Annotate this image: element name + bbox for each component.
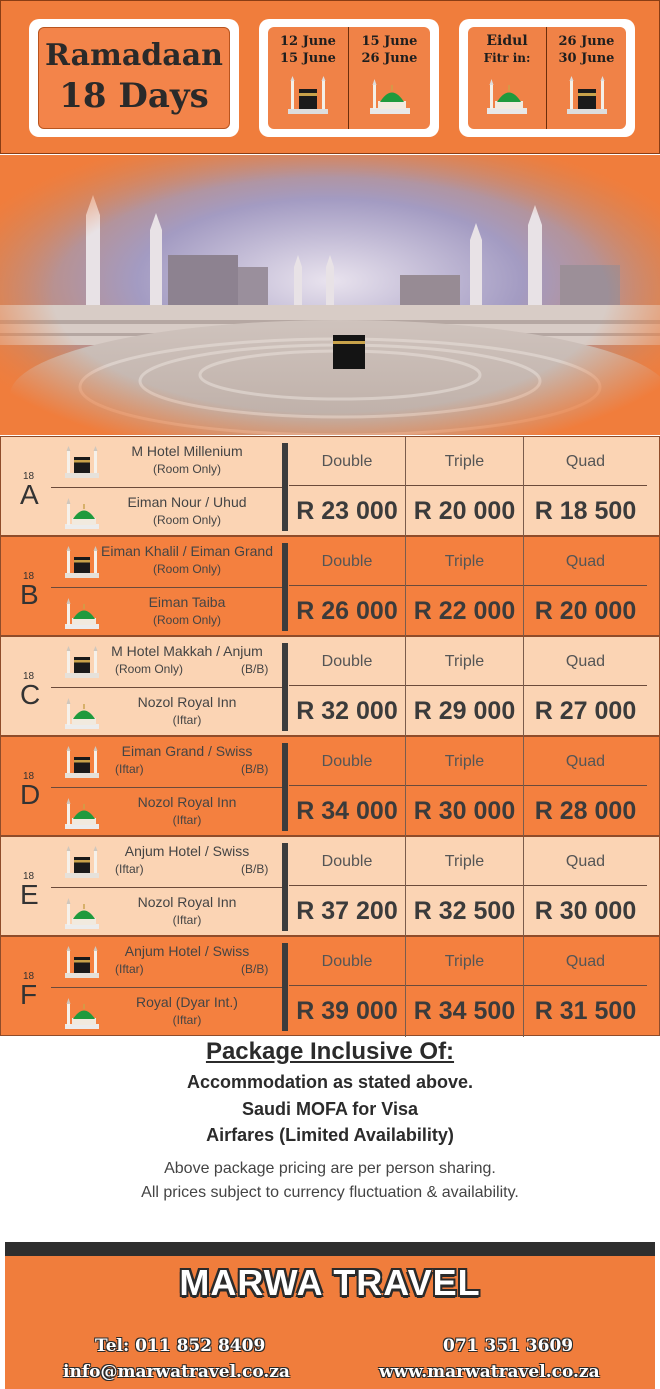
package-label: [1, 537, 51, 637]
room-type-label: Quad: [524, 637, 647, 686]
hotel-1-name: Eiman Khalil / Eiman Grand: [101, 543, 273, 559]
price-value: R 18 500: [534, 497, 637, 525]
hotel-1-meal-alt: (B/B): [241, 962, 269, 976]
price-column: [405, 937, 523, 1037]
hotel-1-name: Eiman Grand / Swiss: [121, 743, 253, 759]
price-column: [405, 537, 523, 637]
hotel-1-name: M Hotel Millenium: [131, 443, 243, 459]
price-value: R 27 000: [534, 697, 637, 725]
hotel-1-name: Anjum Hotel / Swiss: [124, 843, 250, 859]
hotel-1-meal-alt: (B/B): [241, 762, 269, 776]
hotel-1-meal-alt: (B/B): [241, 662, 269, 676]
hotel-2-meal: (Room Only): [152, 513, 221, 527]
brand-name: MARWA TRAVEL: [179, 1262, 481, 1303]
room-type-label: Double: [289, 937, 405, 986]
ramadaan-title-box: [29, 19, 239, 137]
package-letter: A: [20, 479, 39, 510]
telephone-number[interactable]: Tel: 011 852 8409: [95, 1336, 266, 1356]
price-value: R 28 000: [534, 797, 637, 825]
column-divider: [282, 943, 288, 1031]
kaaba-scene-image: [0, 155, 660, 435]
price-value: R 32 000: [296, 697, 398, 725]
eid-date-2: 30 June: [558, 51, 615, 66]
makkah-hotel: [51, 837, 285, 886]
madinah-hotel: [51, 687, 285, 736]
madinah-hotel: [51, 487, 285, 536]
price-column: [289, 737, 405, 837]
makkah-hotel: [51, 537, 285, 586]
price-column: [289, 637, 405, 737]
package-label: [1, 437, 51, 537]
currency-note: All prices subject to currency fluctuation & availability.: [141, 1184, 519, 1201]
package-days: 18: [23, 471, 35, 482]
package-days: 18: [23, 871, 35, 882]
hotel-2-meal: (Iftar): [172, 913, 202, 927]
column-divider: [282, 543, 288, 631]
package-label: [1, 937, 51, 1037]
price-column: [289, 937, 405, 1037]
return-date-2: 26 June: [361, 51, 418, 66]
eid-date-1: 26 June: [558, 34, 615, 49]
hotel-2-name: Nozol Royal Inn: [137, 794, 237, 810]
hotel-1-meal-alt: (B/B): [241, 862, 269, 876]
madinah-hotel: [51, 587, 285, 636]
price-value: R 34 000: [296, 797, 398, 825]
travel-dates-box: [259, 19, 439, 137]
price-column: [289, 537, 405, 637]
depart-date-1: 12 June: [280, 34, 336, 49]
package-row: [0, 436, 660, 536]
price-column: [405, 837, 523, 937]
inclusions-title: Package Inclusive Of:: [205, 1038, 455, 1065]
hotel-2-meal: (Iftar): [172, 1013, 202, 1027]
room-type-label: Triple: [406, 437, 523, 486]
website-link[interactable]: www.marwatravel.co.za: [379, 1362, 600, 1382]
price-column: [523, 937, 647, 1037]
hotel-2-meal: (Room Only): [152, 613, 221, 627]
price-value: R 30 000: [534, 897, 637, 925]
column-divider: [282, 743, 288, 831]
package-letter: D: [20, 779, 41, 810]
package-days: 18: [23, 971, 35, 982]
package-letter: C: [20, 679, 41, 710]
hotel-2-name: Eiman Nour / Uhud: [127, 494, 247, 510]
room-type-label: Triple: [406, 737, 523, 786]
price-column: [289, 437, 405, 537]
price-column: [523, 537, 647, 637]
green-dome-icon: [370, 75, 410, 115]
room-type-label: Quad: [524, 437, 647, 486]
price-value: R 39 000: [296, 997, 398, 1025]
masjid-al-haram-photo: [0, 155, 660, 435]
price-value: R 31 500: [534, 997, 637, 1025]
madinah-hotel: [51, 987, 285, 1036]
room-type-label: Triple: [406, 837, 523, 886]
inclusion-item: Accommodation as stated above.: [186, 1072, 474, 1092]
package-label: [1, 737, 51, 837]
price-column: [523, 737, 647, 837]
room-type-label: Quad: [524, 837, 647, 886]
price-value: R 23 000: [296, 497, 398, 525]
hotel-1-meal: (Iftar): [115, 762, 144, 776]
hotel-1-meal: (Room Only): [152, 562, 221, 576]
green-dome-icon: [487, 75, 527, 115]
hotel-2-meal: (Iftar): [172, 713, 202, 727]
room-type-label: Double: [289, 437, 405, 486]
hotel-2-meal: (Iftar): [172, 813, 202, 827]
package-row: [0, 936, 660, 1036]
eid-label-2: Fitr in:: [483, 51, 531, 65]
room-type-label: Double: [289, 637, 405, 686]
eid-dates-box: [459, 19, 635, 137]
price-value: R 32 500: [413, 897, 516, 925]
madinah-hotel: [51, 787, 285, 836]
package-row: [0, 536, 660, 636]
price-column: [523, 837, 647, 937]
price-value: R 37 200: [296, 897, 398, 925]
makkah-hotel: [51, 937, 285, 986]
hotel-1-name: M Hotel Makkah / Anjum: [111, 643, 263, 659]
package-row: [0, 736, 660, 836]
room-type-label: Triple: [406, 537, 523, 586]
price-value: R 20 000: [534, 597, 637, 625]
return-date-1: 15 June: [361, 34, 418, 49]
price-column: [405, 737, 523, 837]
room-type-label: Double: [289, 537, 405, 586]
room-type-label: Double: [289, 837, 405, 886]
price-column: [289, 837, 405, 937]
ramadaan-days: 18 Days: [59, 76, 209, 116]
makkah-hotel: [51, 737, 285, 786]
price-value: R 34 500: [413, 997, 516, 1025]
hotel-1-meal: (Iftar): [115, 862, 144, 876]
hotel-1-name: Anjum Hotel / Swiss: [124, 943, 250, 959]
price-column: [523, 437, 647, 537]
madinah-hotel: [51, 887, 285, 936]
package-row: [0, 636, 660, 736]
price-value: R 20 000: [413, 497, 516, 525]
makkah-hotel: [51, 637, 285, 686]
price-column: [523, 637, 647, 737]
pricing-note: Above package pricing are per person sharing.: [164, 1160, 496, 1177]
header-banner: [0, 0, 660, 154]
hotel-2-name: Eiman Taiba: [148, 594, 226, 610]
inclusion-item: Airfares (Limited Availability): [206, 1125, 454, 1145]
price-value: R 26 000: [296, 597, 398, 625]
package-days: 18: [23, 671, 35, 682]
column-divider: [282, 643, 288, 731]
inclusion-item: Saudi MOFA for Visa: [241, 1099, 419, 1119]
package-days: 18: [23, 571, 35, 582]
package-label: [1, 637, 51, 737]
price-value: R 30 000: [413, 797, 516, 825]
column-divider: [282, 443, 288, 531]
column-divider: [282, 843, 288, 931]
price-column: [405, 437, 523, 537]
room-type-label: Triple: [406, 937, 523, 986]
hotel-1-meal: (Iftar): [115, 962, 144, 976]
depart-date-2: 15 June: [280, 51, 336, 66]
footer-divider: [5, 1242, 655, 1256]
package-letter: B: [20, 579, 39, 610]
hotel-2-name: Nozol Royal Inn: [137, 894, 237, 910]
mobile-number[interactable]: 071 351 3609: [443, 1336, 574, 1356]
kaaba-icon: [288, 75, 328, 115]
price-value: R 29 000: [413, 697, 516, 725]
price-value: R 22 000: [413, 597, 516, 625]
package-row: [0, 836, 660, 936]
footer-contact: [5, 1256, 655, 1389]
package-letter: E: [20, 879, 39, 910]
hotel-1-meal: (Room Only): [115, 662, 184, 676]
room-type-label: Triple: [406, 637, 523, 686]
ramadaan-title: Ramadaan: [45, 38, 223, 73]
hotel-2-name: Royal (Dyar Int.): [136, 994, 238, 1010]
room-type-label: Quad: [524, 537, 647, 586]
hotel-2-name: Nozol Royal Inn: [137, 694, 237, 710]
room-type-label: Quad: [524, 737, 647, 786]
room-type-label: Double: [289, 737, 405, 786]
room-type-label: Quad: [524, 937, 647, 986]
price-column: [405, 637, 523, 737]
kaaba-icon: [567, 75, 607, 115]
makkah-hotel: [51, 437, 285, 486]
package-label: [1, 837, 51, 937]
eid-label-1: Eidul: [486, 33, 528, 49]
email-link[interactable]: info@marwatravel.co.za: [63, 1362, 290, 1382]
package-letter: F: [20, 979, 38, 1010]
package-days: 18: [23, 771, 35, 782]
hotel-1-meal: (Room Only): [152, 462, 221, 476]
